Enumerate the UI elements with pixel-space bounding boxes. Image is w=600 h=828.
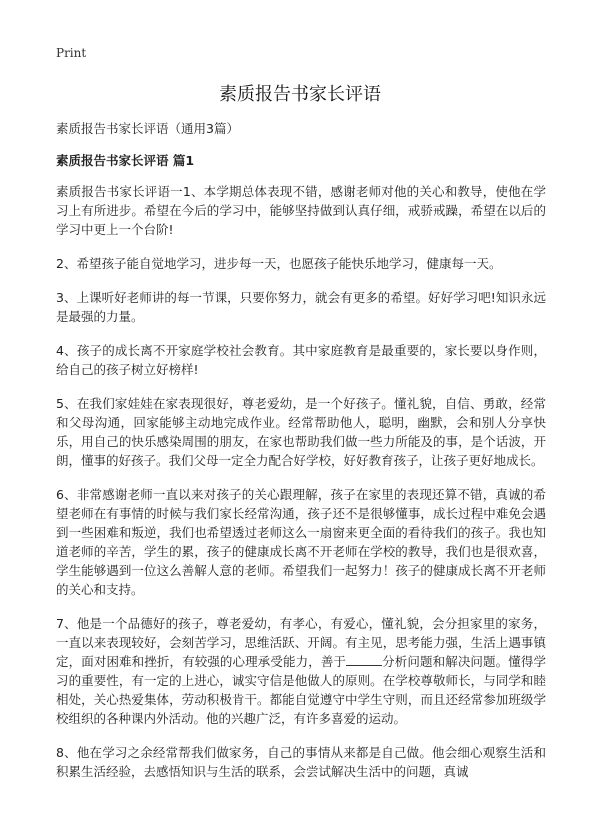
- paragraph-1: 素质报告书家长评语一1、本学期总体表现不错，感谢老师对他的关心和教导，使他在学习上有所进步。希望在今后的学习中，能够坚持做到认真仔细，戒骄戒躁，希望在以后的学习中更上一个台阶!: [56, 184, 546, 237]
- document-body: [56, 120, 546, 796]
- paragraph-5: 5、在我们家娃娃在家表现很好，尊老爱幼，是一个好孩子。懂礼貌，自信、勇敢，经常和父母沟通，回家能够主动地完成作业。经常帮助他人，聪明，幽默，会和别人分享快乐，用自己的快乐感染周围的朋友，在家也帮助我们做一些力所能及的事，是个话波，开朗，懂事的好孩子。我们父母一定全力配合好学校，好好教育孩子，让孩子更好地成长。: [56, 396, 546, 468]
- page-title: 素质报告书家长评语: [219, 84, 381, 105]
- paragraph-2: 2、希望孩子能自觉地学习，进步每一天，也愿孩子能快乐地学习，健康每一天。: [56, 256, 502, 271]
- section-heading: 素质报告书家长评语 篇1: [56, 153, 195, 168]
- paragraph-7-part-2: 分析问题和解决问题。懂得学习的重要性，有一定的上进心，诚实守信是他做人的原则。在学校尊敬师长，与同学和睦相处，关心热爱集体，劳动积极肯干。都能自觉遵守中学生守则，而且还经常参加班级学校组织的各种课内外活动。他的兴趣广泛，有许多喜爱的运动。: [56, 654, 546, 726]
- fill-in-blank: [346, 653, 382, 666]
- print-link[interactable]: Print: [56, 46, 87, 60]
- paragraph-7-part-1: 7、他是一个品德好的孩子，尊老爱幼，有孝心，有爱心，懂礼貌，会分担家里的家务，一直以来表现较好，会刻苦学习，思维活跃、开阔。有主见，思考能力强，生活上遇事镇定，面对困难和挫折，有较强的心理承受能力，善于: [56, 616, 546, 669]
- paragraph-6: 6、非常感谢老师一直以来对孩子的关心跟理解，孩子在家里的表现还算不错，真诚的希望老师在有事情的时候与我们家长经常沟通，孩子还不是很够懂事，成长过程中难免会遇到一些困难和叛逆，我们也希望透过老师这么一扇窗来更全面的看待我们的孩子。我也知道老师的辛苦，学生的累，孩子的健康成长离不开老师在学校的教导，我们也是很欢喜，学生能够遇到一位这么善解人意的老师。希望我们一起努力！孩子的健康成长离不开老师的关心和支持。: [56, 487, 546, 597]
- paragraph-7: [56, 614, 546, 728]
- paragraph-4: 4、孩子的成长离不开家庭学校社会教育。其中家庭教育是最重要的，家长要以身作则，给自己的孩子树立好榜样!: [56, 343, 546, 377]
- paragraph-3: 3、上课听好老师讲的每一节课，只要你努力，就会有更多的希望。好好学习吧!知识永远是最强的力量。: [56, 290, 546, 324]
- paragraph-8: 8、他在学习之余经常帮我们做家务，自己的事情从来都是自己做。他会细心观察生活和积累生活经验，去感悟知识与生活的联系，会尝试解决生活中的问题，真诚: [56, 745, 546, 779]
- document-subtitle: 素质报告书家长评语（通用3篇）: [56, 121, 239, 136]
